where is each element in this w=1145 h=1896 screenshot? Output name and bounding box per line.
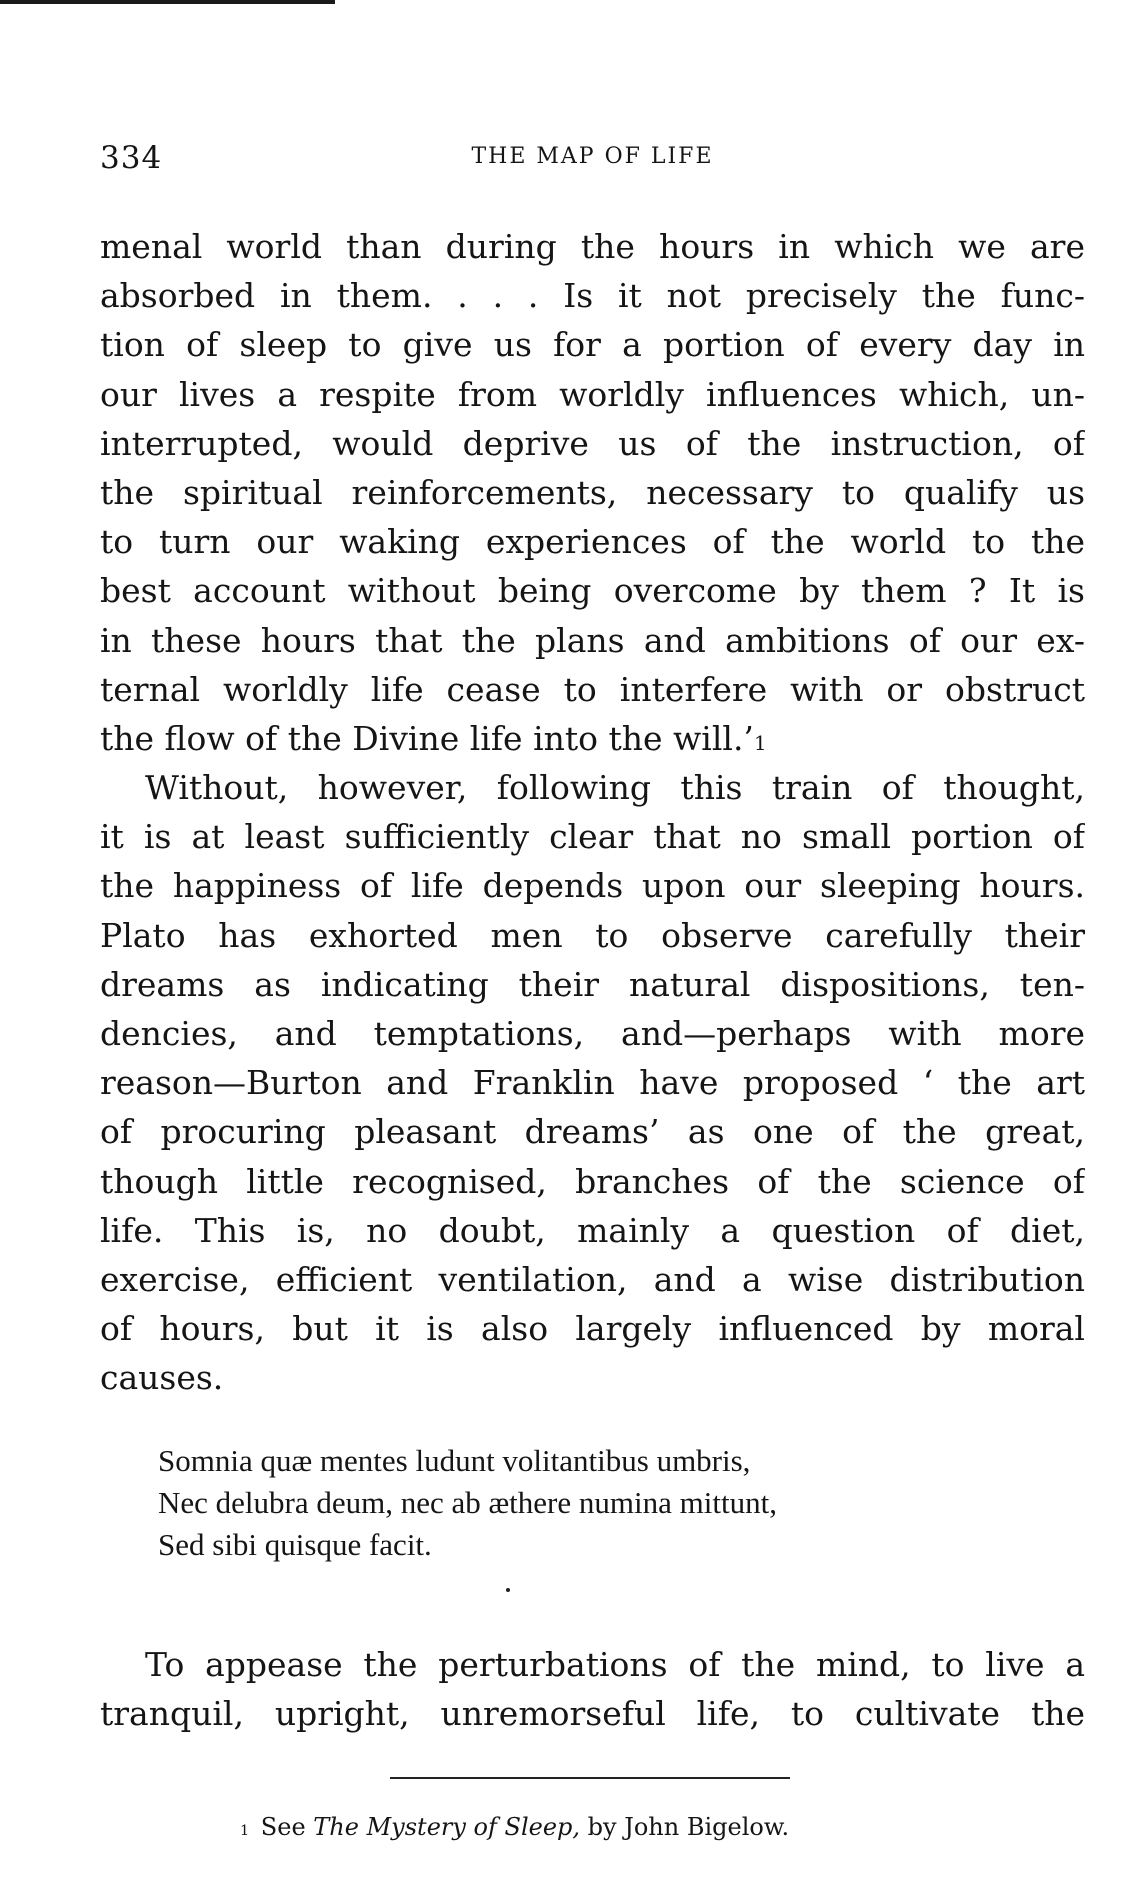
verse-line: Nec delubra deum, nec ab æthere numina mittunt, [158,1485,777,1520]
text-line: the spiritual reinforcements, necessary to qualify us [100,473,1085,513]
paragraph-3 [100,1640,1085,1738]
page-header [100,138,1085,188]
paragraph-2 [100,763,1085,1403]
text-line: Plato has exhorted men to observe carefully their [100,915,1085,955]
text-line: menal world than during the hours in which we are [100,227,1085,266]
text-line: the flow of the Divine life into the will.’ [100,719,754,759]
text-line: absorbed in them. . . . Is it not precisely the func- [100,276,1085,316]
verse-line: Somnia quæ mentes ludunt volitantibus umbris, [158,1443,751,1478]
footnote-marker: 1 [240,1823,250,1839]
text-line: Without, however, following this train of thought, [145,768,1085,807]
paragraph-1 [100,222,1085,763]
page-number: 334 [100,140,163,176]
text-line: our lives a respite from worldly influences which, un- [100,374,1085,414]
text-line: exercise, efficient ventilation, and a wise distribution [100,1260,1085,1300]
text-line: interrupted, would deprive us of the instruction, of [100,423,1085,463]
footnote-divider [390,1777,790,1779]
text-line: of procuring pleasant dreams’ as one of the great, [100,1112,1085,1152]
ink-dot [506,1588,510,1592]
text-line: best account without being overcome by them ? It is [100,571,1085,611]
footnote-suffix: by John Bigelow. [587,1813,790,1841]
text-line: it is at least sufficiently clear that no small portion of [100,817,1085,857]
text-line: life. This is, no doubt, mainly a question of diet, [100,1210,1085,1250]
text-line: To appease the perturbations of the mind, to live a [145,1645,1085,1684]
text-line: ternal worldly life cease to interfere with or obstruct [100,669,1085,709]
latin-verse-quote [158,1440,1058,1566]
text-line: though little recognised, branches of the science of [100,1161,1085,1201]
text-line: dencies, and temptations, and—perhaps with more [100,1014,1085,1054]
text-line: dreams as indicating their natural dispositions, ten- [100,964,1085,1004]
text-line: in these hours that the plans and ambitions of our ex- [100,620,1085,660]
running-title: THE MAP OF LIFE [471,144,714,169]
verse-line: Sed sibi quisque facit. [158,1527,432,1562]
text-line: the happiness of life depends upon our sleeping hours. [100,866,1085,906]
text-line: tranquil, upright, unremorseful life, to cultivate the [100,1694,1085,1734]
text-line: of hours, but it is also largely influenced by moral [100,1309,1085,1349]
text-line: to turn our waking experiences of the world to the [100,522,1085,562]
text-line: reason—Burton and Franklin have proposed ‘ the art [100,1063,1085,1103]
footnote-prefix: See [260,1813,306,1841]
footnote-reference[interactable]: 1 [753,732,767,756]
footnote [240,1810,1040,1844]
text-line: causes. [100,1358,224,1398]
top-edge-rule [0,0,335,4]
text-line: tion of sleep to give us for a portion of every day in [100,325,1085,365]
footnote-title: The Mystery of Sleep, [313,1813,581,1841]
text-line-with-footnote [100,714,1085,763]
